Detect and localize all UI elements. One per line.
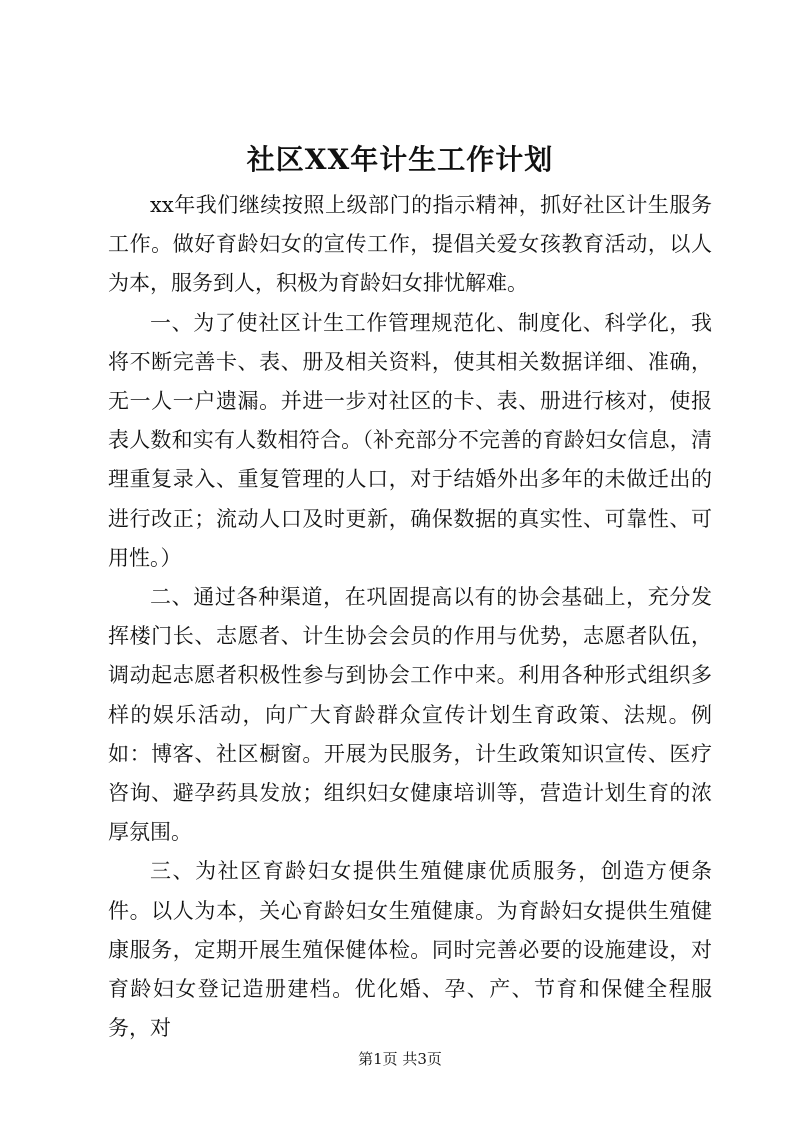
paragraph-item-3: 三、为社区育龄妇女提供生殖健康优质服务，创造方便条件。以人为本，关心育龄妇女生殖健康。为育龄妇女提供生殖健康服务，定期开展生殖保健体检。同时完善必要的设施建设，对育龄妇女登记造册建档。优化婚、孕、产、节育和保健全程服务，对	[108, 859, 712, 1041]
document-body	[108, 186, 712, 1048]
paragraph-intro: xx年我们继续按照上级部门的指示精神，抓好社区计生服务工作。做好育龄妇女的宣传工作，提倡关爱女孩教育活动，以人为本，服务到人，积极为育龄妇女排忧解难。	[108, 193, 712, 296]
paragraph-item-1: 一、为了使社区计生工作管理规范化、制度化、科学化，我将不断完善卡、表、册及相关资料，使其相关数据详细、准确，无一人一户遗漏。并进一步对社区的卡、表、册进行核对，使报表人数和实有人数相符合。（补充部分不完善的育龄妇女信息，清理重复录入、重复管理的人口，对于结婚外出多年的未做迁出的进行改正；流动人口及时更新，确保数据的真实性、可靠性、可用性。）	[108, 310, 712, 570]
document-title: 社区XX年计生工作计划	[246, 143, 554, 176]
page-number-footer: 第1页 共3页	[358, 1050, 442, 1068]
paragraph-item-2: 二、通过各种渠道，在巩固提高以有的协会基础上，充分发挥楼门长、志愿者、计生协会会员的作用与优势，志愿者队伍，调动起志愿者积极性参与到协会工作中来。利用各种形式组织多样的娱乐活动，向广大育龄群众宣传计划生育政策、法规。例如：博客、社区橱窗。开展为民服务，计生政策知识宣传、医疗咨询、避孕药具发放；组织妇女健康培训等，营造计划生育的浓厚氛围。	[108, 585, 712, 845]
